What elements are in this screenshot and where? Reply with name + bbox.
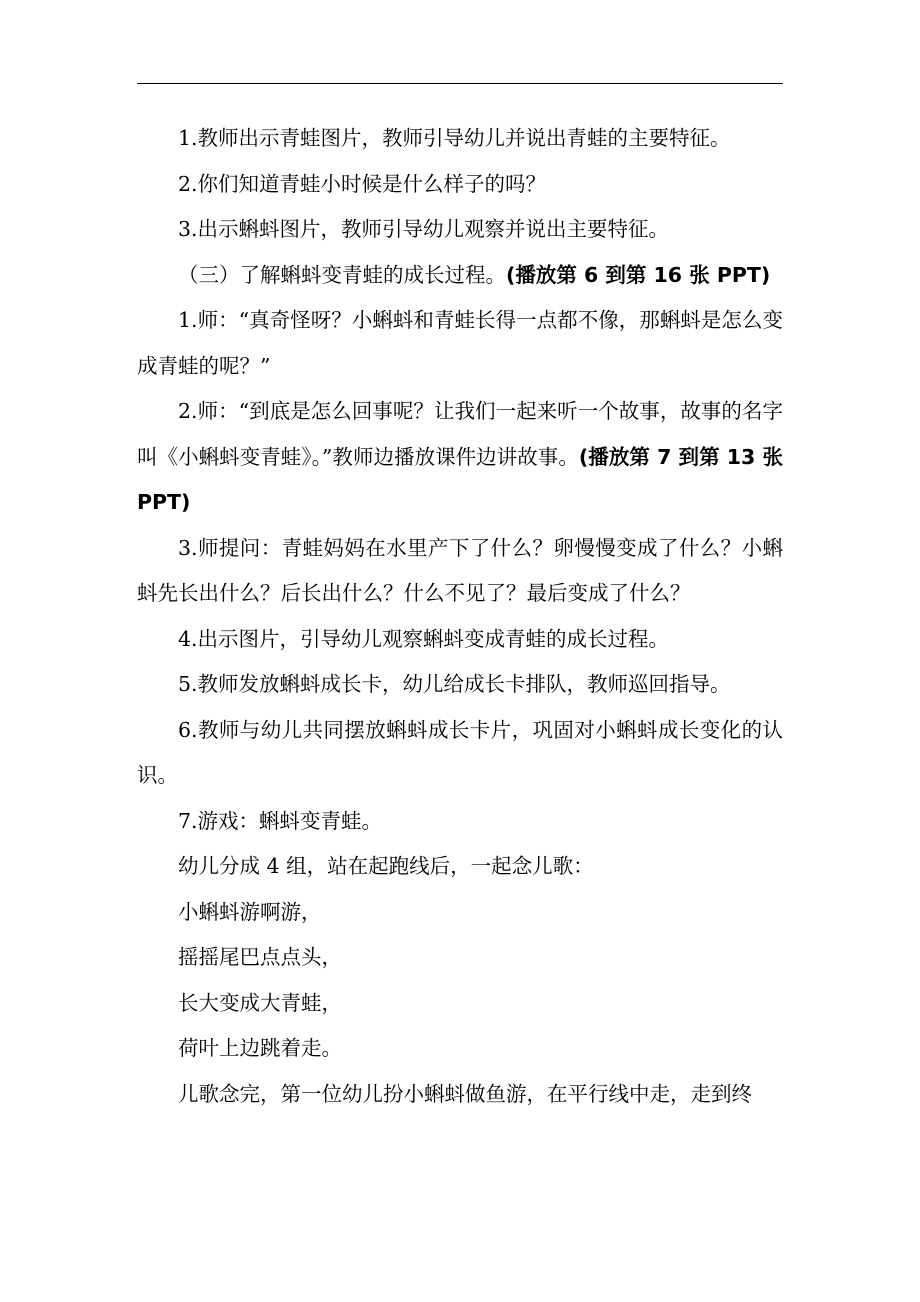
paragraph-text: 5.教师发放蝌蚪成长卡，幼儿给成长卡排队，教师巡回指导。 [178, 672, 731, 696]
paragraph-text: （三）了解蝌蚪变青蛙的成长过程。 [178, 262, 506, 287]
paragraph [137, 298, 783, 389]
paragraph-text: 1.师：“真奇怪呀？小蝌蚪和青蛙长得一点都不像，那蝌蚪是怎么变成青蛙的呢？” [137, 308, 783, 378]
paragraph-text: 摇摇尾巴点点头， [178, 945, 342, 969]
document-body [137, 116, 783, 1117]
paragraph [137, 207, 783, 253]
paragraph-text: 长大变成大青蛙， [178, 990, 342, 1015]
paragraph-text: 幼儿分成 4 组，站在起跑线后，一起念儿歌： [178, 854, 594, 878]
rhyme-line [137, 1026, 783, 1072]
paragraph-text: 3.师提问：青蛙妈妈在水里产下了什么？卵慢慢变成了什么？小蝌蚪先长出什么？后长出什么？什么不见了？最后变成了什么？ [137, 535, 783, 605]
section-heading [137, 253, 783, 299]
paragraph-text: 2.你们知道青蛙小时候是什么样子的吗？ [178, 171, 547, 196]
paragraph-text: 1.教师出示青蛙图片，教师引导幼儿并说出青蛙的主要特征。 [178, 126, 731, 150]
paragraph-text: 7.游戏：蝌蚪变青蛙。 [178, 808, 383, 833]
paragraph-text: 荷叶上边跳着走。 [178, 1036, 342, 1060]
paragraph [137, 844, 783, 890]
paragraph [137, 389, 783, 526]
paragraph-text: 4.出示图片，引导幼儿观察蝌蚪变成青蛙的成长过程。 [178, 626, 670, 651]
paragraph [137, 799, 783, 845]
paragraph [137, 526, 783, 617]
paragraph [137, 116, 783, 162]
paragraph-text: 小蝌蚪游啊游， [178, 899, 322, 924]
paragraph-text: 儿歌念完，第一位幼儿扮小蝌蚪做鱼游，在平行线中走，走到终 [178, 1081, 752, 1106]
paragraph-text: 6.教师与幼儿共同摆放蝌蚪成长卡片，巩固对小蝌蚪成长变化的认识。 [137, 717, 783, 787]
paragraph [137, 662, 783, 708]
paragraph-text: 3.出示蝌蚪图片，教师引导幼儿观察并说出主要特征。 [178, 217, 670, 241]
ppt-note: (播放第 7 到第 13 张 PPT) [137, 444, 783, 514]
paragraph [137, 617, 783, 663]
rhyme-line [137, 981, 783, 1027]
ppt-note: (播放第 6 到第 16 张 PPT) [506, 262, 771, 287]
rhyme-line [137, 935, 783, 981]
paragraph-text: 2.师：“到底是怎么回事呢？让我们一起来听一个故事，故事的名字叫《小蝌蚪变青蛙》。”教师边播放课件边讲故事。 [137, 399, 783, 469]
paragraph [137, 708, 783, 799]
paragraph [137, 162, 783, 208]
header-rule [137, 83, 783, 84]
rhyme-line [137, 890, 783, 936]
paragraph [137, 1072, 783, 1118]
